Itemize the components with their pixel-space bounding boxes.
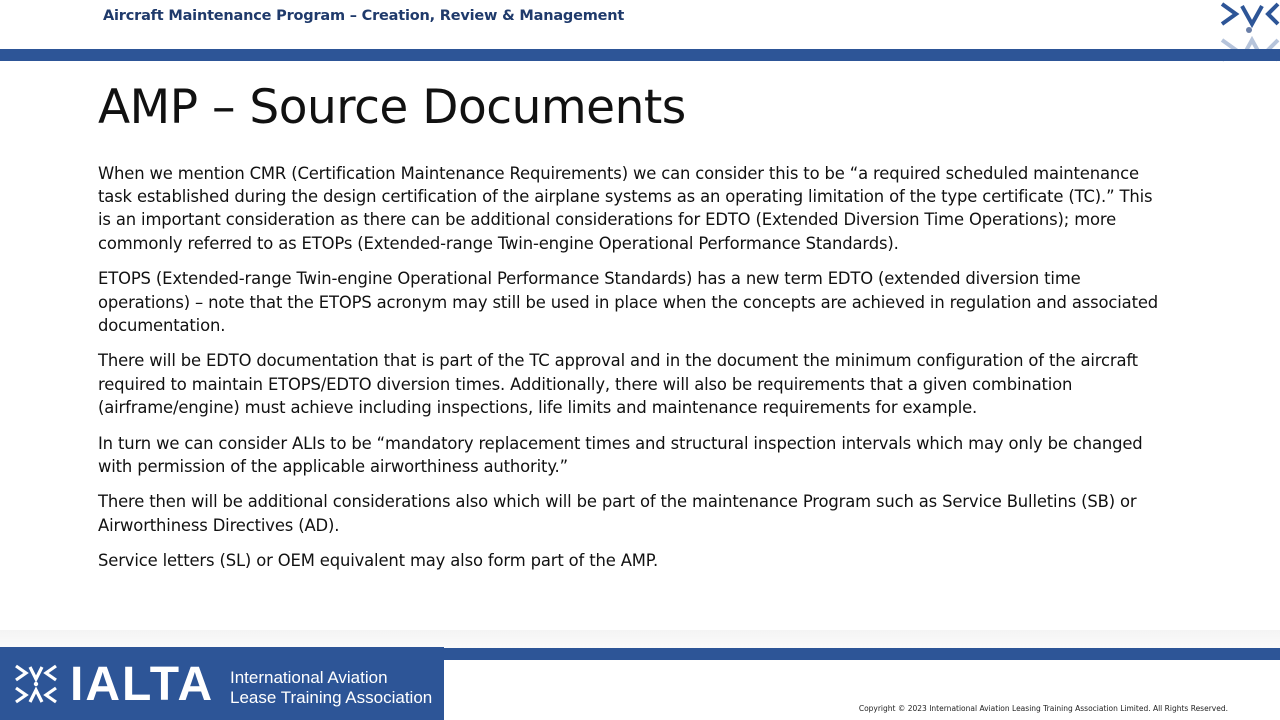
brand-line-1: International Aviation (230, 668, 388, 687)
bottom-divider-bar (444, 648, 1280, 660)
copyright-notice: Copyright © 2023 International Aviation Leasing Training Association Limited. All Rights Reserved. (858, 704, 1228, 713)
slide-body (98, 162, 1163, 585)
paragraph-sb-ad: There then will be additional considerations also which will be part of the maintenance Program such as Service Bulletins (SB) or Airworthiness Directives (AD). (98, 492, 1137, 535)
paragraph-ali: In turn we can consider ALIs to be “mandatory replacement times and structural inspection intervals which may only be changed with permission of the applicable airworthiness authority.” (98, 433, 1143, 476)
top-divider-bar (0, 49, 1280, 61)
slide-title: AMP – Source Documents (98, 80, 686, 135)
paragraph-etops: ETOPS (Extended-range Twin-engine Operational Performance Standards) has a new term EDTO (extended diversion time operations) – note that the ETOPS acronym may still be used in place when the concepts are achieved in regulation and associated documentation. (98, 269, 1159, 335)
paragraph-cmr: When we mention CMR (Certification Maintenance Requirements) we can consider this to be “a required scheduled maintenance task established during the design certification of the airplane systems as an operating limitation of the type certificate (TC).” This is an important consideration as there can be additional considerations for EDTO (Extended Diversion Time Operations); more commonly referred to as ETOPs (Extended-range Twin-engine Operational Performance Standards). (98, 164, 1153, 253)
header-title: Aircraft Maintenance Program – Creation, Review & Management (103, 8, 625, 24)
brand-wordmark: IALTA (70, 658, 215, 711)
ialta-mark-icon (14, 662, 58, 706)
brand-line-2: Lease Training Association (230, 688, 433, 707)
paragraph-edto-docs: There will be EDTO documentation that is part of the TC approval and in the document the minimum configuration of the aircraft required to maintain ETOPS/EDTO diversion times. Additionally, there will also be requirements that a given combination (airframe/engine) must achieve including inspections, life limits and maintenance requirements for example. (98, 351, 1138, 417)
brand-fullname (230, 668, 442, 708)
paragraph-sl: Service letters (SL) or OEM equivalent may also form part of the AMP. (98, 551, 659, 571)
footer-logo (0, 647, 444, 720)
